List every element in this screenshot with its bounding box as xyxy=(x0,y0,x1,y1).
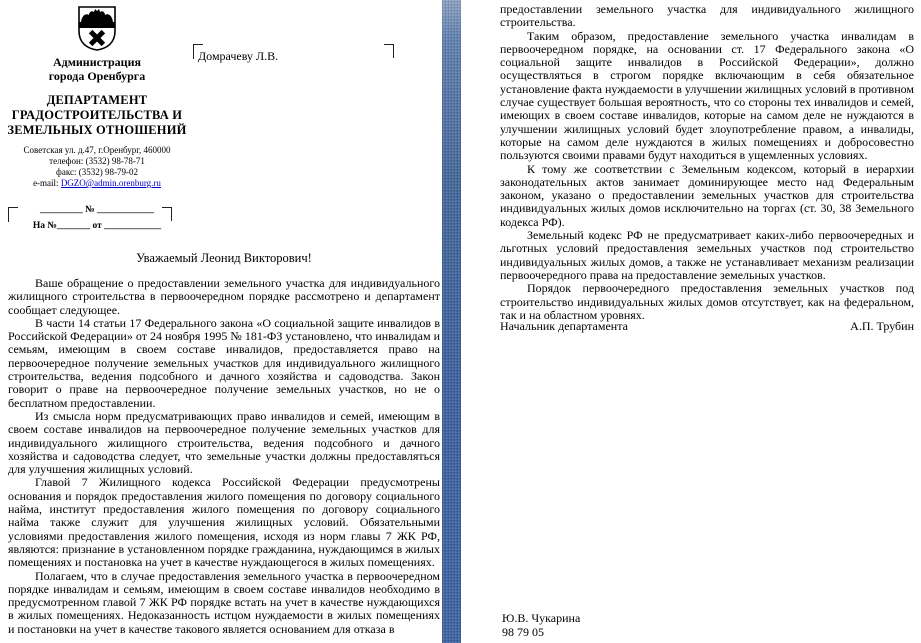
paragraph: Из смысла норм предусматривающих право инвалидов и семей, имеющим в своем составе инвалидов на первоочередное получение земельных участков для индивидуального жилищного строительства, ведения подсобного и дачного хозяйства и садоводства следует, что земельные участки должны предоставляться для улучшения жилищных условий. xyxy=(8,408,440,477)
paragraph: Таким образом, предоставление земельного участка инвалидам в первоочередном порядке, на основании ст. 17 Федерального закона «О социальной защите инвалидов в Российской Федерации», должно осуществляться в строгом порядке включающим в себя обязательное установление факта нуждаемости в улучшении жилищных условий в противном случае существует большая вероятность, что со стороны тех инвалидов и семей, имеющих в своем составе инвалидов, которые на самом деле не нуждаются в улучшении жилищных условий будет злоупотребление правом, а инвалиды, которые на самом деле нуждаются в жилых помещениях и добросовестно пользуются своими правами будут находиться в ущемленных условиях. xyxy=(500,28,914,163)
organization-name-line2: города Оренбурга xyxy=(48,69,146,83)
paragraph-continuation: предоставлении земельного участка для индивидуального жилищного строительства. xyxy=(500,2,914,30)
executor-block xyxy=(502,612,580,639)
organization-name xyxy=(2,55,192,83)
email-line xyxy=(2,178,192,189)
department-name-line3: ЗЕМЕЛЬНЫХ ОТНОШЕНИЙ xyxy=(7,123,187,137)
department-name-line1: ДЕПАРТАМЕНТ xyxy=(46,93,148,107)
email-link[interactable]: DGZO@admin.orenburg.ru xyxy=(60,178,161,188)
letter-page-1 xyxy=(0,0,442,643)
paragraph: Главой 7 Жилищного кодекса Российской Федерации предусмотрены основания и порядок предоставления жилого помещения по договору социального найма, институт предоставления жилого помещения по договору социального найма также служит для улучшения жилищных условий. Обязательными условиями предоставления жилого помещения, исходя из норм главы 7 ЖК РФ, являются: признание в установленном порядке гражданина, нуждающимся в жилых помещениях и постановка на учет в качестве нуждающегося в жилых помещениях. xyxy=(8,475,440,570)
paragraph: Ваше обращение о предоставлении земельного участка для индивидуального жилищного строительства в первоочередном порядке рассмотрено и департамент сообщает следующее. xyxy=(8,276,440,317)
signer-position: Начальник департамента xyxy=(500,319,628,333)
recipient-corner-mark-right xyxy=(384,44,394,58)
letterhead xyxy=(2,4,192,234)
paragraph: К тому же соответствии с Земельным кодексом, который в иерархии законодательных актов занимает доминирующее место над Федеральным законом, указано о предоставлении земельных участков для строительства индивидуальных жилых домов исключительно на торгах (ст. 30, 38 Земельного кодекса РФ). xyxy=(500,161,914,229)
signature-block xyxy=(500,319,914,334)
department-name xyxy=(2,93,192,138)
signer-name: А.П. Трубин xyxy=(850,319,914,333)
email-label: e-mail: xyxy=(33,178,61,188)
department-name-line2: ГРАДОСТРОИТЕЛЬСТВА И xyxy=(11,108,183,122)
paragraph: В части 14 статьи 17 Федерального закона «О социальной защите инвалидов в Российской Федерации» от 24 ноября 1995 № 181-ФЗ установлено, что инвалидам и семьям, имеющим в своем составе инвалидов, предоставляется право на первоочередное получение земельных участков для индивидуального жилищного строительства, ведения подсобного и дачного хозяйства и садоводства. Закон говорит о праве на первоочередное получение земельных участков, но не о бесплатном предоставлении. xyxy=(8,315,440,410)
orenburg-coat-of-arms-icon xyxy=(2,4,192,52)
executor-phone: 98 79 05 xyxy=(502,624,544,639)
fax-line: факс: (3532) 98-79-02 xyxy=(56,167,138,177)
salutation: Уважаемый Леонид Викторович! xyxy=(136,251,312,265)
paragraph: Полагаем, что в случае предоставления земельного участка в первоочередном порядке инвалидам и семьям, имеющим в своем составе инвалидов необходимо в предусмотренном главой 7 ЖК РФ порядке встать на учет в качестве нуждающихся в жилых помещениях. Недоказанность истцом нуждаемости в жилых помещениях и постановки на учет в качестве такового является основанием для отказа в xyxy=(8,568,440,636)
organization-name-line1: Администрация xyxy=(52,55,141,69)
address-corner-mark-right xyxy=(162,207,172,221)
outgoing-number-line: _________ № ____________ xyxy=(39,205,155,215)
letter-page-2 xyxy=(461,0,921,643)
page-gap-background xyxy=(442,0,461,643)
contact-block xyxy=(2,145,192,189)
address-corner-mark-left xyxy=(8,207,18,222)
executor-name: Ю.В. Чукарина xyxy=(502,611,581,625)
paragraph: Порядок первоочередного предоставления земельных участков под строительство индивидуальных жилых домов отсутствует, как на федеральном, так и на областном уровнях. xyxy=(500,281,914,322)
recipient-name: Домрачеву Л.В. xyxy=(198,49,279,63)
phone-line: телефон: (3532) 98-78-71 xyxy=(49,156,145,166)
letter-body-page1 xyxy=(8,277,440,636)
reply-to-number-line: На №_______ от ____________ xyxy=(32,221,162,231)
letter-body-page2 xyxy=(500,3,914,322)
postal-address: Советская ул. д.47, г.Оренбург, 460000 xyxy=(23,145,171,155)
paragraph: Земельный кодекс РФ не предусматривает каких-либо первоочередных и льготных условий предоставления земельных участков под строительство индивидуальных жилых домов, а также не устанавливает механизм реализации первоочередного права на предоставление земельных участков. xyxy=(500,228,914,282)
